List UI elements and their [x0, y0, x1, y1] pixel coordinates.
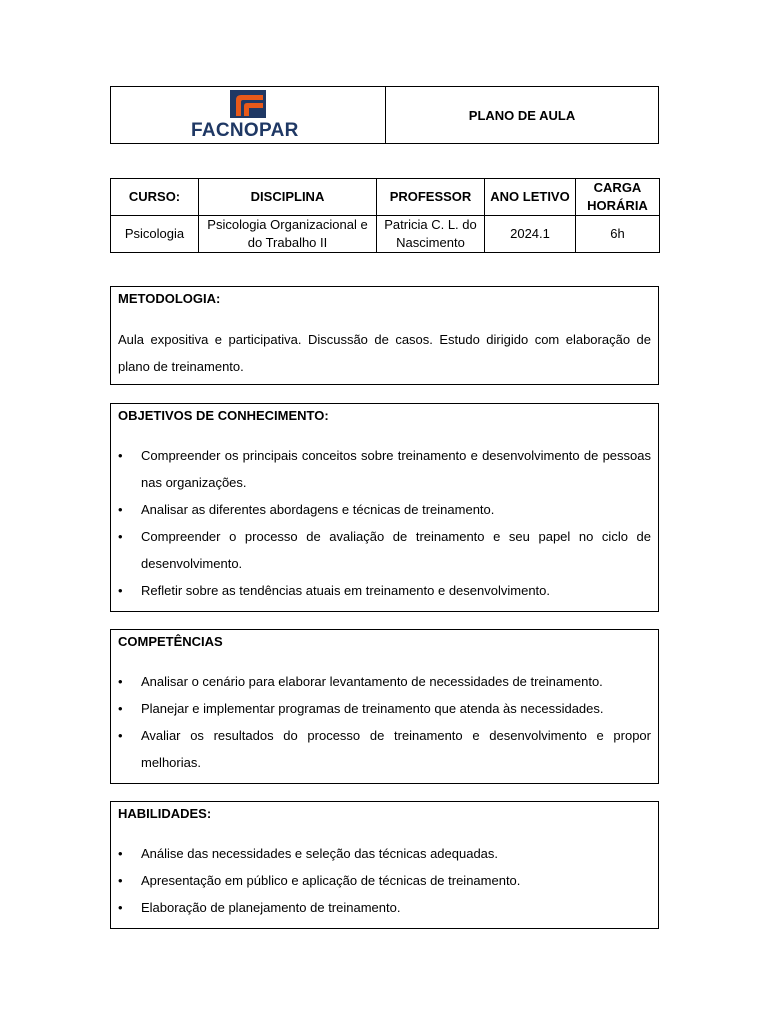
logo-cell: [111, 87, 386, 143]
section-habilidades: [110, 801, 659, 929]
table-header-row: [111, 179, 660, 216]
objetivos-list: [118, 442, 651, 604]
value-ano-letivo: 2024.1: [485, 216, 576, 253]
list-item: • Análise das necessidades e seleção das técnicas adequadas.: [118, 840, 651, 867]
course-info-table: [110, 178, 660, 253]
list-item: • Analisar o cenário para elaborar levantamento de necessidades de treinamento.: [118, 668, 651, 695]
list-item: • Analisar as diferentes abordagens e técnicas de treinamento.: [118, 496, 651, 523]
value-carga-horaria: 6h: [576, 216, 660, 253]
list-item: • Avaliar os resultados do processo de treinamento e desenvolvimento e propor melhorias.: [118, 722, 651, 776]
section-metodologia: [110, 286, 659, 385]
facnopar-logo-icon: [230, 90, 266, 118]
header-disciplina: DISCIPLINA: [199, 179, 377, 216]
list-item: • Compreender o processo de avaliação de treinamento e seu papel no ciclo de desenvolvimento.: [118, 523, 651, 577]
header-curso: CURSO:: [111, 179, 199, 216]
section-title: OBJETIVOS DE CONHECIMENTO:: [118, 408, 329, 423]
section-text: Aula expositiva e participativa. Discussão de casos. Estudo dirigido com elaboração de plano de treinamento.: [118, 332, 651, 374]
section-title: HABILIDADES:: [118, 806, 212, 821]
section-title: METODOLOGIA:: [118, 291, 221, 306]
list-item: • Compreender os principais conceitos sobre treinamento e desenvolvimento de pessoas nas organizações.: [118, 442, 651, 496]
header-professor: PROFESSOR: [377, 179, 485, 216]
competencias-list: [118, 668, 651, 776]
value-professor: Patricia C. L. do Nascimento: [377, 216, 485, 253]
list-item: • Elaboração de planejamento de treinamento.: [118, 894, 651, 921]
value-disciplina: Psicologia Organizacional e do Trabalho II: [199, 216, 377, 253]
section-title: COMPETÊNCIAS: [118, 634, 223, 649]
habilidades-list: [118, 840, 651, 921]
page-title: PLANO DE AULA: [468, 107, 576, 123]
value-curso: Psicologia: [111, 216, 199, 253]
header-carga-horaria: CARGA HORÁRIA: [576, 179, 660, 216]
table-row: [111, 216, 660, 253]
logo-text: FACNOPAR: [191, 120, 299, 141]
list-item: • Refletir sobre as tendências atuais em treinamento e desenvolvimento.: [118, 577, 651, 604]
list-item: • Apresentação em público e aplicação de técnicas de treinamento.: [118, 867, 651, 894]
section-objetivos: [110, 403, 659, 612]
document-header: [110, 86, 659, 144]
list-item: • Planejar e implementar programas de treinamento que atenda às necessidades.: [118, 695, 651, 722]
section-competencias: [110, 629, 659, 784]
header-ano-letivo: ANO LETIVO: [485, 179, 576, 216]
